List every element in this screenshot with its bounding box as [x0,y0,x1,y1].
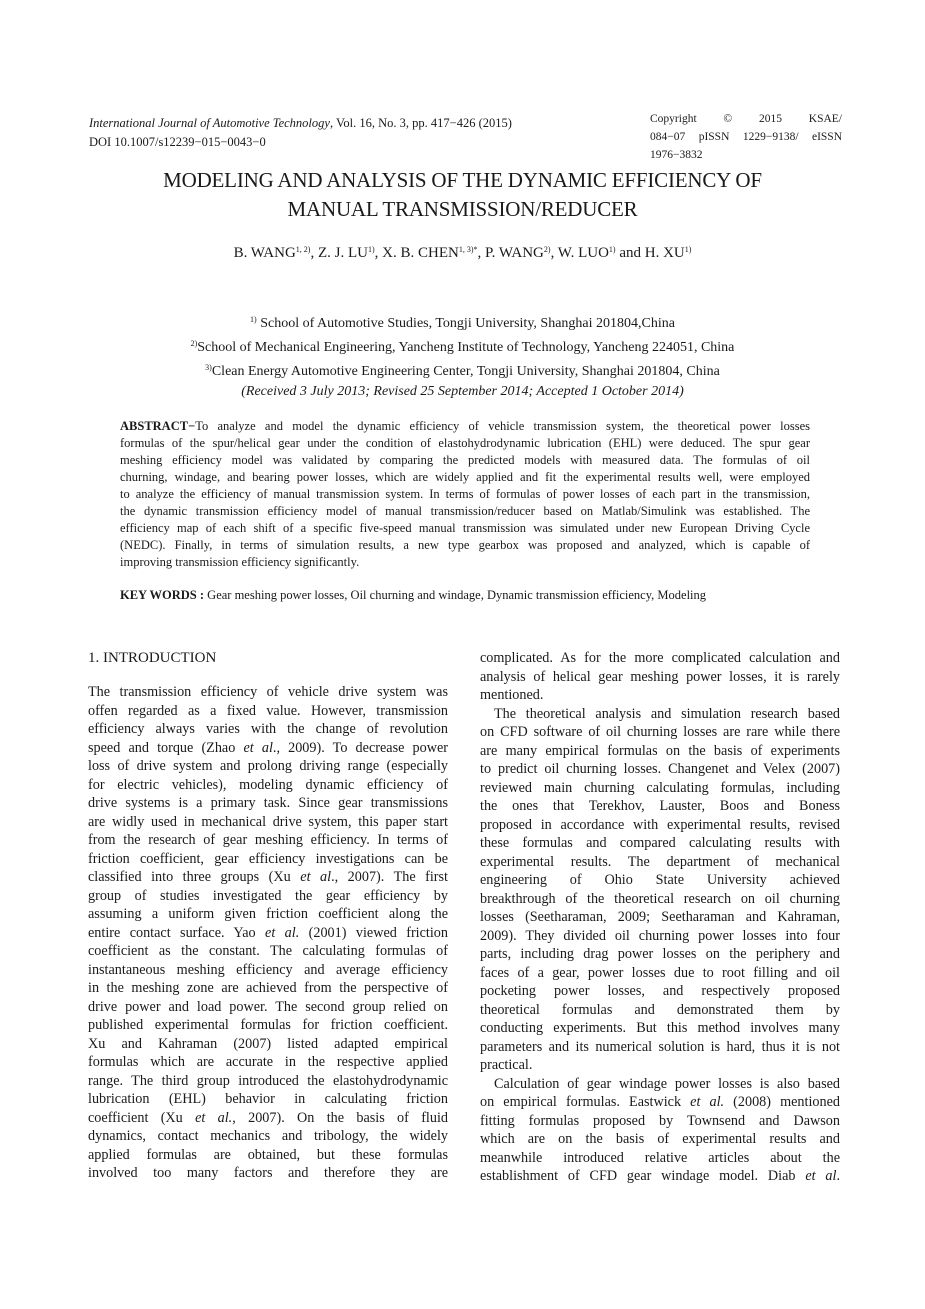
text-run: parameters and its numerical solution is hard, thus it is not [480,1038,840,1055]
author-affiliation-mark: 1, 2) [295,245,311,254]
text-line [88,905,448,924]
text-run: losses (Seetharaman, 2009; Seetharaman and Kahraman, [480,909,840,925]
copyright-block [650,110,842,164]
abstract-line [120,520,810,537]
text-run: reviewed main churning calculating formulas, including [480,779,840,796]
text-line [480,686,840,705]
text-run: fitting formulas proposed by Townsend and Dawson [480,1112,840,1129]
text-run: Calculation of gear windage power losses is also based [494,1075,840,1092]
text-run: complicated. As for the more complicated calculation and [480,650,840,666]
text-run: are many empirical formulas on the basis of experiments [480,742,840,759]
text-run: entire contact surface. Yao [88,924,266,941]
text-line [480,1056,840,1075]
text-run: drive power and load power. The second group relied on [88,998,448,1015]
text-run: parts, including drag power losses on the periphery and [480,946,840,962]
italic-run: et al. [690,1094,725,1110]
text-run: practical. [480,1057,533,1073]
text-run: The transmission efficiency of vehicle drive system was [88,684,448,700]
author-affiliation-mark: 1, 3)* [458,245,478,254]
text-line [88,979,448,998]
author-separator: , [374,245,383,261]
text-line [88,1164,448,1183]
text-run: on CFD software of oil churning losses are rare while there [480,724,840,740]
text-run: applied formulas are obtained, but these formulas [88,1146,448,1163]
volume-pages: , Vol. 16, No. 3, pp. 417−426 (2015) [329,116,512,130]
abstract-line [120,469,810,486]
abstract-text: churning, windage, and bearing power losses, which are widely applied and fit the experimental results well, were employed [120,470,810,484]
text-run: classified into three groups (Xu [88,869,301,885]
text-line [480,871,840,890]
author-name: H. XU [644,245,685,261]
text-line [480,908,840,927]
text-run: (2008) mentioned [724,1094,840,1110]
affiliation-line [0,310,925,334]
author-affiliation-mark: 1) [367,245,375,254]
author-affiliation-mark: 2) [543,245,551,254]
text-line [480,1093,840,1112]
italic-run: et al [300,869,332,885]
text-line [480,668,840,687]
text-run: mentioned. [480,687,544,703]
text-run: these formulas and compared calculating results with [480,835,840,851]
abstract-text: (NEDC). Finally, in terms of simulation results, a new type gearbox was proposed and analyzed, which is capable of [120,538,810,552]
text-line [88,1016,448,1035]
copyright-line: Copyright © 2015 KSAE/ [650,113,842,125]
abstract-text: the dynamic transmission efficiency model of manual transmission/reducer based on Matlab/Simulink was established. The [120,504,810,518]
text-run: establishment of CFD gear windage model. Diab [480,1168,806,1184]
text-line [480,705,840,724]
text-line [480,649,840,668]
text-line [480,723,840,742]
affiliation-mark: 1) [250,315,257,324]
abstract-text: meshing efficiency model was validated by comparing the predicted models with measured data. The formulas of oil [120,453,810,467]
text-line [480,1019,840,1038]
text-run: loss of drive system and prolong driving range (especially [88,758,448,774]
text-line [88,1146,448,1165]
text-run: experimental results. The department of mechanical [480,853,840,870]
text-run: to predict oil churning losses. Changenet and Velex (2007) [480,761,840,777]
text-line [88,757,448,776]
italic-run: et al [805,1168,837,1184]
author-name: B. WANG [233,245,296,261]
text-run: , 2007). On the basis of fluid [232,1109,448,1126]
text-line [480,816,840,835]
text-run: meanwhile introduced relative articles about the [480,1149,840,1166]
text-line [480,742,840,761]
text-line [88,924,448,943]
text-run: Xu and Kahraman (2007) listed adapted empirical [88,1035,448,1052]
keywords [120,588,706,603]
text-line [480,1075,840,1094]
italic-run: et al. [265,924,300,941]
affiliation-mark: 2) [190,339,198,348]
text-run: assuming a uniform given friction coefficient along the [88,906,448,922]
keywords-label: KEY WORDS : [120,588,208,602]
text-run: from the research of gear meshing efficiency. In terms of [88,832,448,848]
text-line [480,1167,840,1186]
author-separator: , [550,245,558,261]
text-line [480,1149,840,1168]
text-run: ., 2007). The first [331,869,448,885]
italic-run: et al [243,739,273,756]
abstract-text: efficiency map of each shift of a specific five-speed manual transmission was simulated under new European Driving Cycle [120,521,810,535]
text-run: dynamics, contact mechanics and tribology, the widely [88,1128,448,1144]
text-line [480,853,840,872]
abstract-line [120,537,810,554]
text-run: offen regarded as a fixed value. However, transmission [88,702,448,719]
text-run: breakthrough of the theoretical research on oil churning [480,890,840,907]
text-line [480,1001,840,1020]
author-list [0,245,925,262]
text-line [88,1090,448,1109]
text-line [88,1053,448,1072]
abstract-line [120,486,810,503]
journal-name: International Journal of Automotive Technology [89,116,330,130]
text-run: which are on the basis of experimental results and [480,1131,840,1147]
doi: DOI 10.1007/s12239−015−0043−0 [89,135,266,149]
text-run: coefficient as the constant. The calculating formulas of [88,943,448,959]
copyright-line: 084−07 pISSN 1229−9138/ eISSN [650,131,842,143]
affiliation-text: School of Mechanical Engineering, Yancheng Institute of Technology, Yancheng 224051, China [197,340,735,355]
abstract-line [120,435,810,452]
section-heading: 1. INTRODUCTION [88,650,217,666]
affiliation-mark: 3) [205,363,212,372]
text-line [480,945,840,964]
text-line [88,813,448,832]
text-run: pocketing power losses, and respectively proposed [480,983,840,999]
text-line [88,1072,448,1091]
text-line [88,887,448,906]
text-run: for electric vehicles), modeling dynamic efficiency of [88,776,448,793]
text-line [480,797,840,816]
text-run: coefficient (Xu [88,1109,196,1126]
text-line [480,834,840,853]
abstract-text: formulas of the spur/helical gear under the condition of elastohydrodynamic lubrication (EHL) were deduced. The spur gear [120,436,810,450]
italic-run: et al. [195,1109,233,1126]
text-line [480,927,840,946]
text-run: engineering of Ohio State University achieved [480,872,840,888]
text-line [88,776,448,795]
abstract-text: To analyze and model the dynamic efficiency of vehicle transmission system, the theoretical power losses [195,419,810,433]
text-run: lubrication (EHL) behavior in calculating friction [88,1091,448,1107]
text-run: group of studies investigated the gear efficiency by [88,887,448,904]
text-line [88,720,448,739]
author-affiliation-mark: 1) [608,245,616,254]
abstract-text: to analyze the efficiency of manual transmission system. In terms of formulas of power losses of each part in the transmission, [120,487,810,501]
abstract-label: ABSTRACT− [120,419,196,433]
text-run: the ones that Terekhov, Lauster, Boos and Boness [480,798,840,814]
affiliation-text: Clean Energy Automotive Engineering Center, Tongji University, Shanghai 201804, China [211,364,720,379]
paper-title [0,166,925,224]
text-run: drive systems is a primary task. Since gear transmissions [88,795,448,811]
author-separator: , [477,245,485,261]
text-line [88,942,448,961]
affiliation-line [0,358,925,382]
text-line [88,998,448,1017]
text-line [88,683,448,702]
title-line: MODELING AND ANALYSIS OF THE DYNAMIC EFFICIENCY OF [163,168,762,192]
text-line [88,868,448,887]
text-run: analysis of helical gear meshing power losses, it is rarely [480,668,840,685]
text-line [480,1038,840,1057]
text-run: on empirical formulas. Eastwick [480,1094,691,1110]
author-separator: , [310,245,318,261]
text-line [88,850,448,869]
text-line [480,890,840,909]
author-name: W. LUO [557,245,609,261]
abstract-text: improving transmission efficiency significantly. [120,555,360,569]
text-line [88,1127,448,1146]
author-name: Z. J. LU [317,245,368,261]
text-run: conducting experiments. But this method involves many [480,1020,840,1036]
author-affiliation-mark: 1) [684,245,692,254]
text-run: theoretical formulas and demonstrated them by [480,1001,840,1018]
text-line [88,961,448,980]
author-name: X. B. CHEN [382,245,459,261]
abstract-line [120,503,810,520]
left-column [88,683,448,1183]
text-run: The theoretical analysis and simulation research based [494,705,840,722]
journal-citation [89,114,512,133]
text-run: faces of a gear, power losses due to root filling and oil [480,964,840,981]
affiliation-text: School of Automotive Studies, Tongji University, Shanghai 201804,China [256,316,675,331]
text-run: ., 2009). To decrease power [272,739,448,756]
keywords-text: Gear meshing power losses, Oil churning and windage, Dynamic transmission efficiency, Modeling [207,588,707,602]
text-line [480,964,840,983]
text-run: proposed in accordance with experimental results, revised [480,816,840,833]
text-line [88,702,448,721]
right-column [480,649,840,1186]
text-line [88,739,448,758]
text-run: (2001) viewed friction [299,924,448,941]
author-separator: and [615,245,645,261]
text-line [88,794,448,813]
title-line: MANUAL TRANSMISSION/REDUCER [287,197,638,221]
text-line [88,831,448,850]
abstract-line [120,418,810,435]
abstract [120,418,810,571]
text-run: are widly used in mechanical drive system, this paper start [88,813,448,830]
text-line [480,982,840,1001]
text-line [480,779,840,798]
text-run: speed and torque (Zhao [88,739,244,756]
text-run: efficiency always varies with the change of revolution [88,721,448,737]
text-line [88,1109,448,1128]
received-dates: (Received 3 July 2013; Revised 25 September 2014; Accepted 1 October 2014) [241,384,684,399]
text-line [88,1035,448,1054]
author-name: P. WANG [484,245,544,261]
affiliation-line [0,334,925,358]
text-run: 2009). They divided oil churning power losses into four [480,927,840,944]
text-run: involved too many factors and therefore they are [88,1165,448,1181]
text-run: in the meshing zone are achieved from the perspective of [88,980,448,996]
affiliations [0,310,925,382]
text-line [480,760,840,779]
abstract-line [120,452,810,469]
abstract-line [120,554,810,571]
text-run: formulas which are accurate in the respective applied [88,1054,448,1070]
copyright-line: 1976−3832 [650,149,703,161]
text-run: range. The third group introduced the elastohydrodynamic [88,1072,448,1089]
text-run: instantaneous meshing efficiency and average efficiency [88,961,448,978]
text-run: friction coefficient, gear efficiency investigations can be [88,850,448,867]
text-line [480,1130,840,1149]
text-line [480,1112,840,1131]
text-run: published experimental formulas for friction coefficient. [88,1017,448,1033]
text-run: . [836,1168,840,1184]
